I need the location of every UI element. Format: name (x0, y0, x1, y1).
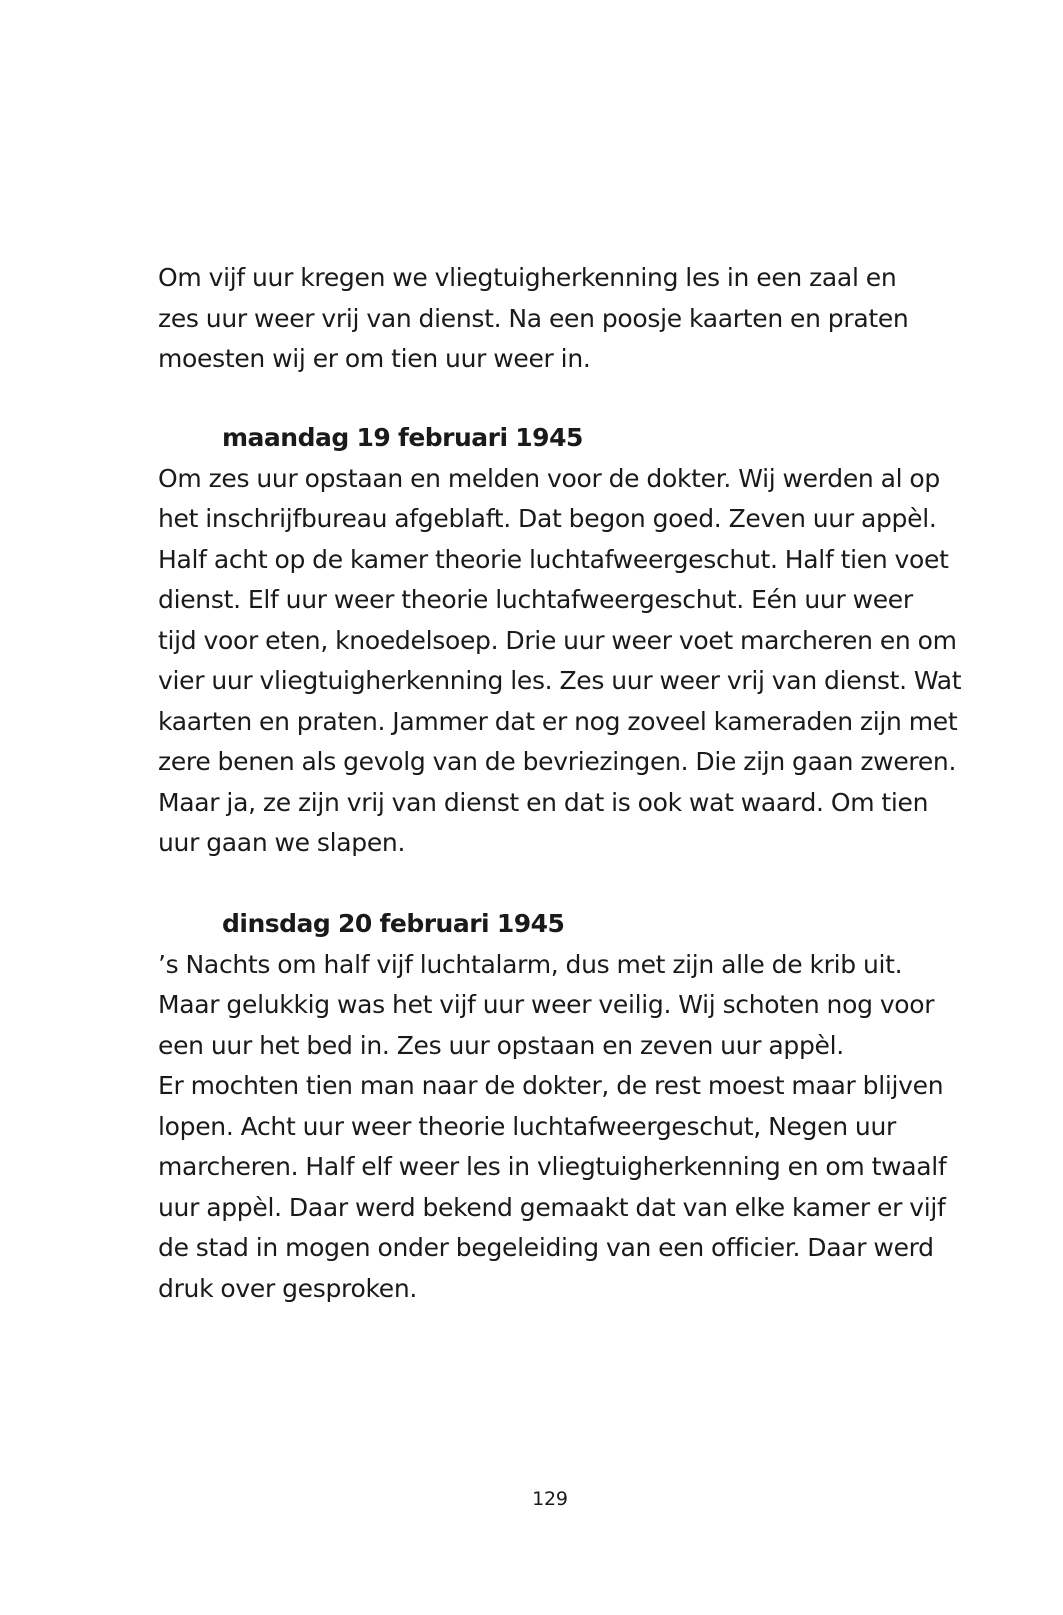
diary-entry-tuesday (158, 904, 968, 1309)
text-line: uur appèl. Daar werd bekend gemaakt dat van elke kamer er vijf (158, 1192, 946, 1222)
text-line: het inschrijfbureau afgeblaft. Dat begon goed. Zeven uur appèl. (158, 504, 937, 533)
text-line: Half acht op de kamer theorie luchtafweergeschut. Half tien voet (158, 544, 949, 574)
text-line: marcheren. Half elf weer les in vliegtuigherkenning en om twaalf (158, 1152, 947, 1181)
entry-date-heading: dinsdag 20 februari 1945 (222, 909, 565, 938)
diary-entry-monday (158, 418, 968, 864)
text-line: de stad in mogen onder begeleiding van een officier. Daar werd (158, 1233, 934, 1262)
text-line: Om vijf uur kregen we vliegtuigherkenning les in een zaal en (158, 263, 897, 292)
text-line: Maar ja, ze zijn vrij van dienst en dat is ook wat waard. Om tien (158, 787, 929, 817)
text-line: lopen. Acht uur weer theorie luchtafweergeschut, Negen uur (158, 1111, 896, 1141)
page-number: 129 (532, 1488, 568, 1510)
text-line: vier uur vliegtuigherkenning les. Zes uur weer vrij van dienst. Wat (158, 666, 962, 695)
text-line: kaarten en praten. Jammer dat er nog zoveel kameraden zijn met (158, 706, 958, 736)
text-line: druk over gesproken. (158, 1273, 418, 1303)
text-line: dienst. Elf uur weer theorie luchtafweergeschut. Eén uur weer (158, 585, 913, 614)
text-line: Om zes uur opstaan en melden voor de dokter. Wij werden al op (158, 463, 940, 493)
text-line: zes uur weer vrij van dienst. Na een poosje kaarten en praten (158, 303, 909, 333)
intro-paragraph (158, 258, 968, 380)
text-line: Er mochten tien man naar de dokter, de rest moest maar blijven (158, 1071, 944, 1100)
text-line: een uur het bed in. Zes uur opstaan en zeven uur appèl. (158, 1030, 844, 1060)
text-line: ’s Nachts om half vijf luchtalarm, dus met zijn alle de krib uit. (158, 949, 903, 979)
text-line: moesten wij er om tien uur weer in. (158, 344, 591, 373)
entry-date-heading: maandag 19 februari 1945 (222, 423, 583, 452)
text-line: tijd voor eten, knoedelsoep. Drie uur weer voet marcheren en om (158, 625, 957, 655)
text-line: Maar gelukkig was het vijf uur weer veilig. Wij schoten nog voor (158, 990, 935, 1019)
text-line: zere benen als gevolg van de bevriezingen. Die zijn gaan zweren. (158, 747, 957, 776)
text-line: uur gaan we slapen. (158, 828, 406, 857)
